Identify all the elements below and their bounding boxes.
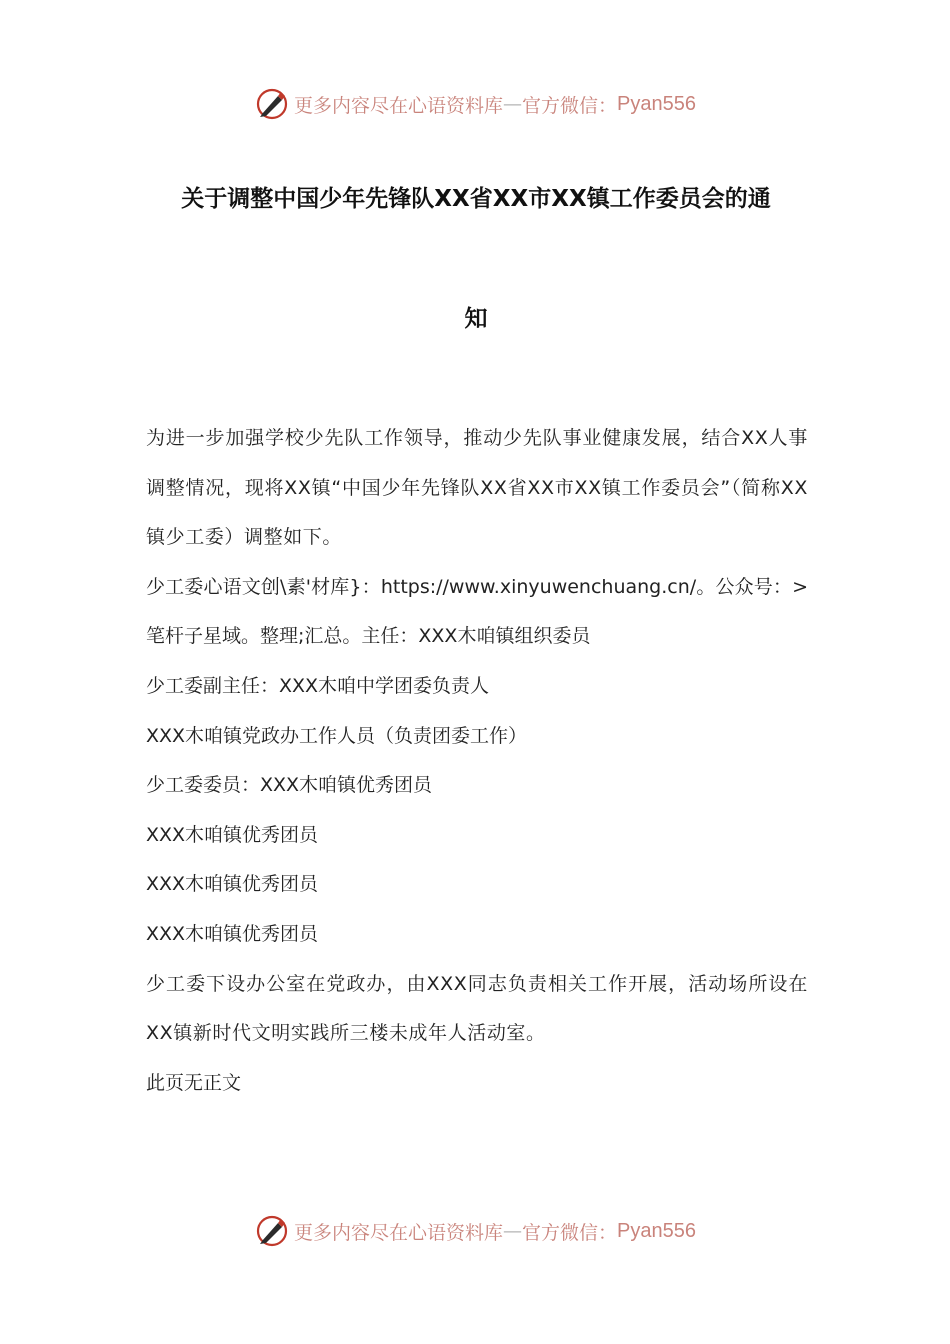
paragraph-no-content-note: 此页无正文 [146,1071,242,1094]
banner-wechat-label: 官方微信： [522,1221,618,1244]
banner-separator: — [503,93,523,115]
paragraph-intro: 为进一步加强学校少先队工作领导，推动少先队事业健康发展，结合XX人事调整情况，现将XX镇“中国少年先锋队XX省XX市XX镇工作委员会”（简称XX镇少工委）调整如下。 [146,427,808,549]
banner-main-text: 更多内容尽在心语资料库 [294,94,504,117]
document-title-line-2: 知 [464,306,488,332]
paragraph-source-and-director: 少工委心语文创\素'材库}：https://www.xinyuwenchuang.cn/。公众号：>笔杆子星域。整理;汇总。主任：XXX木咱镇组织委员 [146,575,808,648]
pen-logo-icon [254,86,290,122]
paragraph-deputy-director: 少工委副主任：XXX木咱中学团委负责人 [146,674,490,697]
banner-separator: — [503,1220,523,1242]
banner-wechat-label: 官方微信： [522,94,618,117]
paragraph-member-3: XXX木咱镇优秀团员 [146,873,319,896]
paragraph-office: 少工委下设办公室在党政办，由XXX同志负责相关工作开展，活动场所设在XX镇新时代文明实践所三楼未成年人活动室。 [146,972,808,1045]
pen-logo-icon [254,1213,290,1249]
paragraph-member-2: XXX木咱镇优秀团员 [146,823,319,846]
footer-banner [0,1211,950,1251]
banner-wechat-id: Pyan556 [617,1219,696,1242]
banner-wechat-id: Pyan556 [617,92,696,115]
banner-main-text: 更多内容尽在心语资料库 [294,1221,504,1244]
header-banner [0,84,950,124]
paragraph-member-4: XXX木咱镇优秀团员 [146,922,319,945]
document-title-line-1: 关于调整中国少年先锋队XX省XX市XX镇工作委员会的通 [181,186,771,212]
document-body [146,414,808,1108]
paragraph-member-1: 少工委委员：XXX木咱镇优秀团员 [146,774,433,797]
paragraph-deputy-director-2: XXX木咱镇党政办工作人员（负责团委工作） [146,724,528,747]
